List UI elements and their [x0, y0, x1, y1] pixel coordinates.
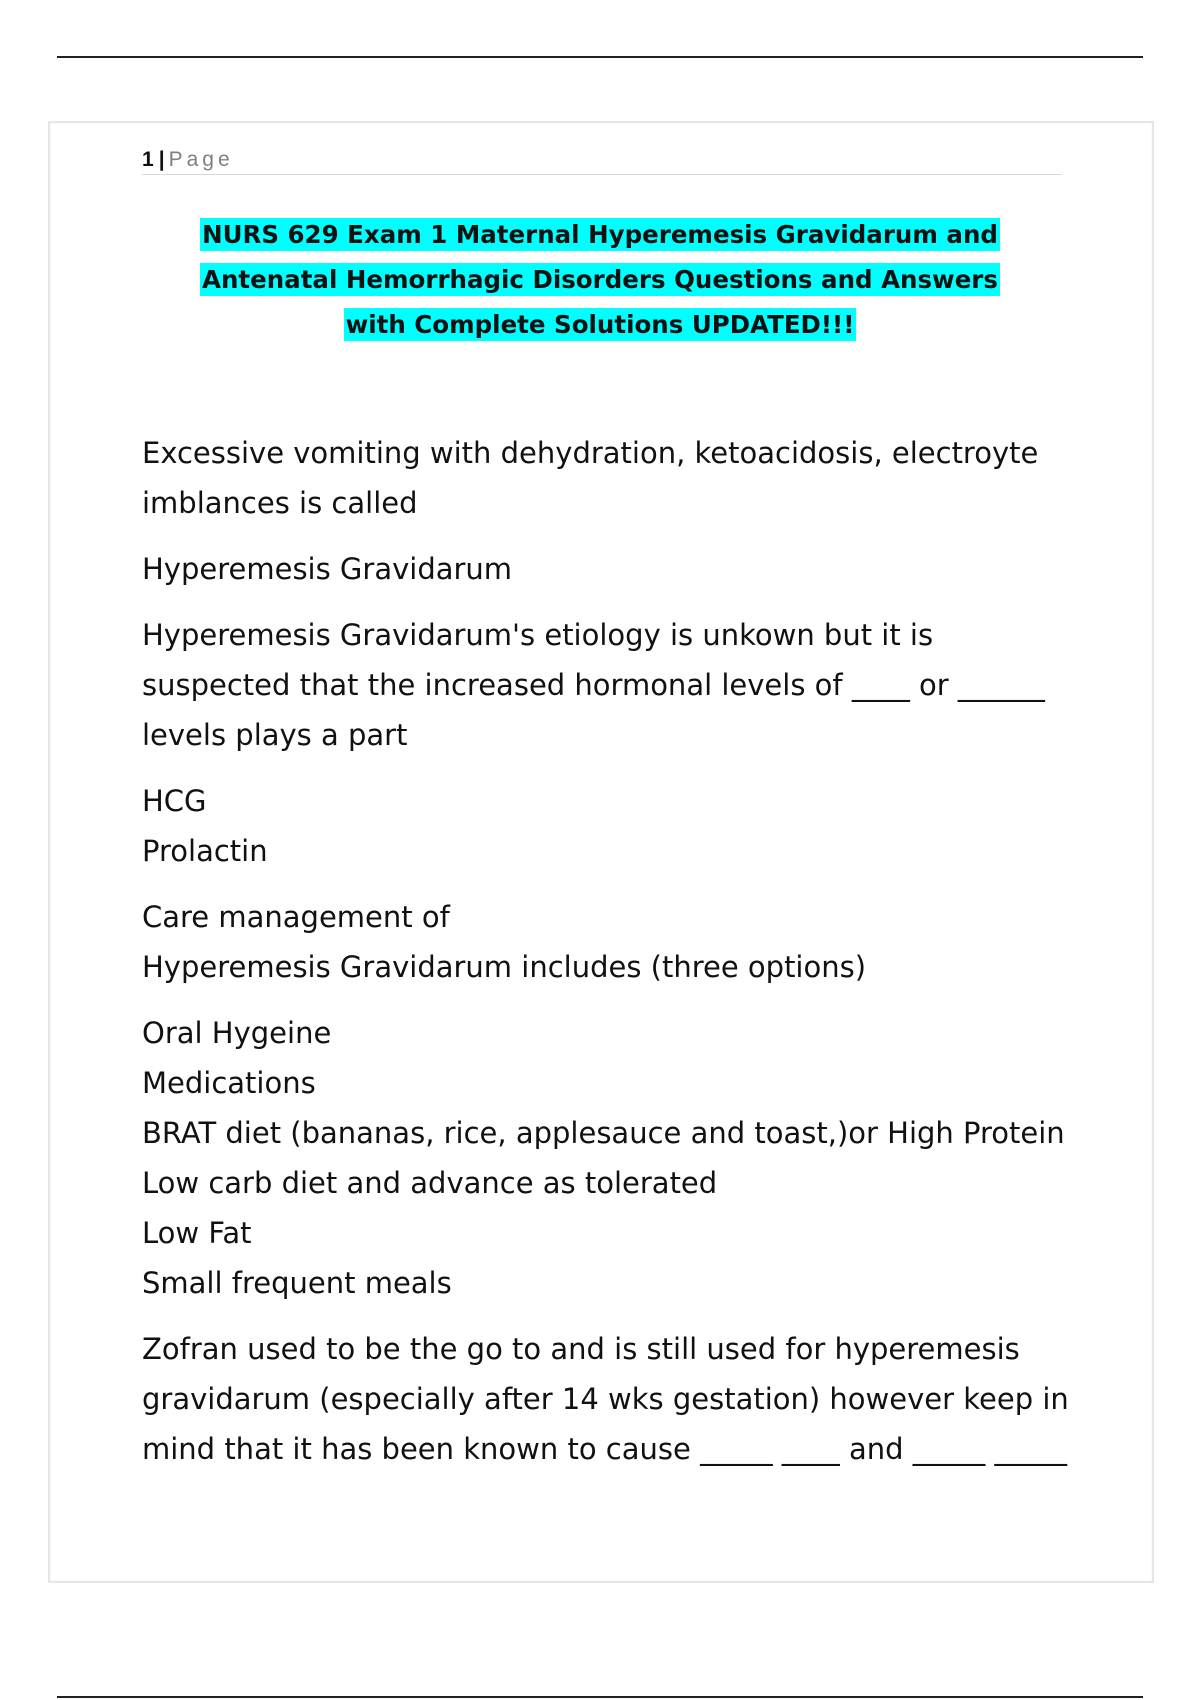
- top-rule: [57, 56, 1143, 58]
- question-line: levels plays a part: [142, 718, 408, 752]
- answer-line: Prolactin: [142, 834, 268, 868]
- document-title: [150, 212, 1050, 347]
- question-line: Excessive vomiting with dehydration, ketoacidosis, electroyte: [142, 436, 1039, 470]
- question-block: [142, 428, 1062, 528]
- question-line: Zofran used to be the go to and is still used for hyperemesis: [142, 1332, 1020, 1366]
- title-line: with Complete Solutions UPDATED!!!: [345, 310, 855, 339]
- answer-line: HCG: [142, 784, 207, 818]
- answer-line: Small frequent meals: [142, 1266, 452, 1300]
- question-line: gravidarum (especially after 14 wks gestation) however keep in: [142, 1382, 1069, 1416]
- bottom-rule: [57, 1696, 1143, 1698]
- question-line: mind that it has been known to cause _____ ____ and _____ _____: [142, 1432, 1067, 1466]
- answer-block: [142, 544, 1062, 594]
- title-line: Antenatal Hemorrhagic Disorders Questions and Answers: [202, 265, 998, 294]
- question-line: Care management of: [142, 900, 450, 934]
- page-label: Page: [168, 148, 234, 171]
- question-line: suspected that the increased hormonal levels of ____ or ______: [142, 668, 1045, 702]
- answer-block: [142, 776, 1062, 876]
- answer-line: Low carb diet and advance as tolerated: [142, 1166, 718, 1200]
- answer-block: [142, 1008, 1065, 1308]
- question-block: [142, 1324, 1069, 1474]
- qa-content: [142, 428, 1069, 1490]
- answer-line: Low Fat: [142, 1216, 252, 1250]
- question-line: imblances is called: [142, 486, 418, 520]
- answer-line: Medications: [142, 1066, 316, 1100]
- answer-line: BRAT diet (bananas, rice, applesauce and toast,)or High Protein: [142, 1116, 1065, 1150]
- question-line: Hyperemesis Gravidarum includes (three options): [142, 950, 867, 984]
- page-header: [142, 146, 1062, 175]
- question-block: [142, 892, 1062, 992]
- question-line: Hyperemesis Gravidarum's etiology is unkown but it is: [142, 618, 934, 652]
- answer-line: Oral Hygeine: [142, 1016, 332, 1050]
- title-line: NURS 629 Exam 1 Maternal Hyperemesis Gravidarum and: [202, 220, 998, 249]
- question-block: [142, 610, 1062, 760]
- page-number: 1: [142, 148, 154, 171]
- answer-line: Hyperemesis Gravidarum: [142, 552, 513, 586]
- page-separator: |: [158, 148, 165, 171]
